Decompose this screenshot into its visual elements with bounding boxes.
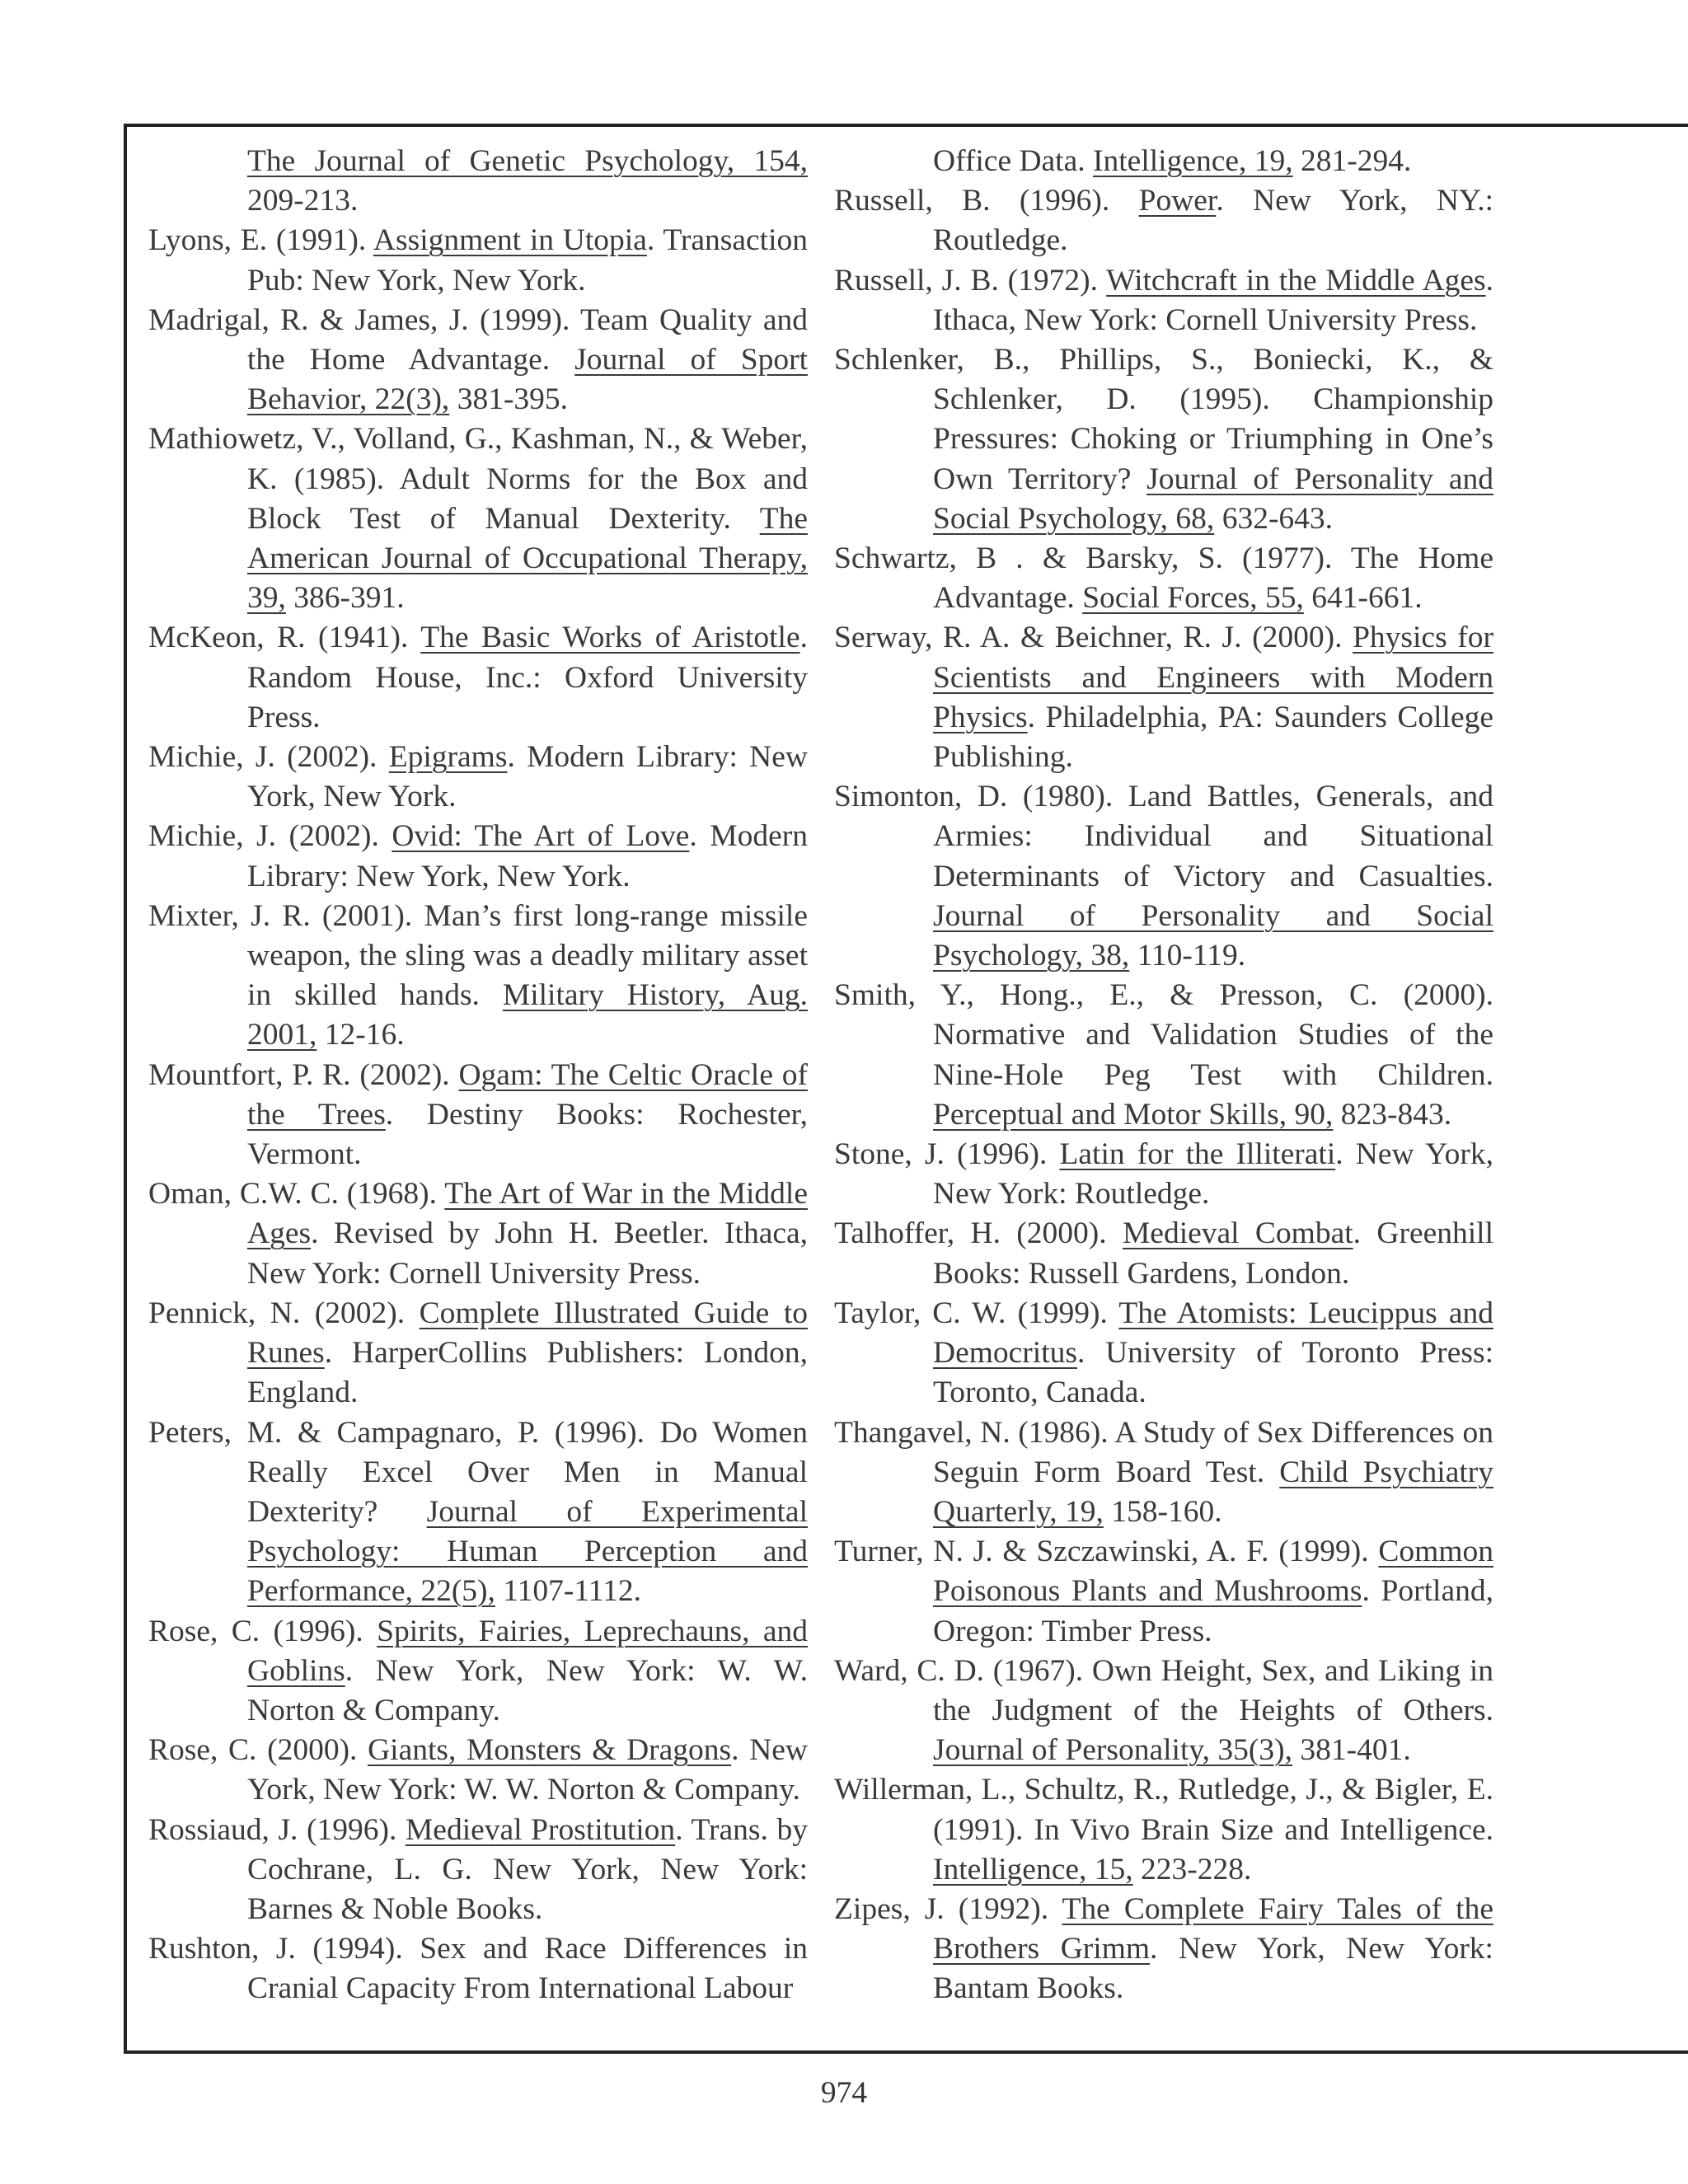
reference-entry-continued xyxy=(148,142,808,221)
reference-text: Mixter, J. R. (2001). Man’s first long-range missile weapon, the sling was a deadly military asset in skilled hands. xyxy=(148,898,808,1013)
reference-title: The Art of War in the Middle Ages xyxy=(247,1177,808,1251)
reference-text: 12-16. xyxy=(316,1018,405,1052)
reference-title: Military History, Aug. 2001, xyxy=(247,978,808,1052)
reference-text: Michie, J. (2002). xyxy=(148,819,392,854)
reference-entry xyxy=(834,1652,1493,1771)
reference-text: McKeon, R. (1941). xyxy=(148,621,421,655)
reference-entry xyxy=(148,1413,808,1612)
reference-entry xyxy=(148,1056,808,1175)
reference-entry xyxy=(834,1214,1493,1293)
reference-title: Social Forces, 55, xyxy=(1082,581,1304,616)
reference-title: Journal of Personality and Social Psychology, 38, xyxy=(933,898,1493,973)
reference-text: 632-643. xyxy=(1214,501,1334,536)
reference-entry xyxy=(834,1294,1493,1413)
reference-entry xyxy=(148,221,808,300)
reference-text: 381-401. xyxy=(1292,1733,1411,1768)
reference-text: Madrigal, R. & James, J. (1999). Team Quality and the Home Advantage. xyxy=(148,302,808,377)
reference-entry xyxy=(834,340,1493,539)
reference-title: The Complete Fairy Tales of the Brothers Grimm xyxy=(933,1891,1493,1966)
reference-text: Taylor, C. W. (1999). xyxy=(834,1296,1119,1330)
reference-entry xyxy=(834,1890,1493,2009)
reference-text: . New York, NY.: Routledge. xyxy=(933,184,1493,258)
reference-text: Oman, C.W. C. (1968). xyxy=(148,1177,445,1212)
reference-text: . HarperCollins Publishers: London, England. xyxy=(247,1336,808,1410)
reference-title: Epigrams xyxy=(388,740,508,775)
reference-text: Pennick, N. (2002). xyxy=(148,1296,420,1330)
reference-text: . Transaction Pub: New York, New York. xyxy=(247,223,809,298)
reference-title: The Journal of Genetic Psychology, 154, xyxy=(247,144,808,178)
reference-text: Serway, R. A. & Beichner, R. J. (2000). xyxy=(834,621,1353,655)
reference-entry xyxy=(834,181,1493,260)
reference-entry xyxy=(148,1294,808,1413)
reference-entry xyxy=(148,738,808,817)
reference-text: Talhoffer, H. (2000). xyxy=(834,1216,1123,1251)
reference-entry xyxy=(148,1929,808,2008)
reference-title: Power xyxy=(1138,184,1217,218)
reference-entry xyxy=(834,976,1493,1135)
reference-title: Witchcraft in the Middle Ages xyxy=(1106,263,1486,298)
reference-text: . New York, New York: W. W. Norton & Company. xyxy=(247,1653,808,1727)
reference-entry-continued xyxy=(834,142,1493,181)
reference-text: Peters, M. & Campagnaro, P. (1996). Do Women Really Excel Over Men in Manual Dexterity? xyxy=(148,1415,808,1529)
reference-title: Intelligence, 19, xyxy=(1093,144,1293,178)
reference-entry xyxy=(148,1174,808,1294)
reference-text: Russell, J. B. (1972). xyxy=(834,263,1107,298)
reference-entry xyxy=(834,1770,1493,1890)
reference-title: The American Journal of Occupational Therapy, 39, xyxy=(247,501,808,616)
reference-text: . Ithaca, New York: Cornell University Press. xyxy=(933,263,1493,337)
reference-text: . New York, New York: W. W. Norton & Company. xyxy=(247,1733,808,1807)
reference-text: Mountfort, P. R. (2002). xyxy=(148,1057,459,1092)
reference-entry xyxy=(148,817,808,896)
reference-text: 641-661. xyxy=(1303,581,1423,616)
reference-text: Thangavel, N. (1986). A Study of Sex Differences on Seguin Form Board Test. xyxy=(834,1415,1493,1489)
reference-text: Schwartz, B . & Barsky, S. (1977). The Home Advantage. xyxy=(834,541,1493,616)
reference-title: Intelligence, 15, xyxy=(933,1852,1133,1886)
reference-text: 223-228. xyxy=(1132,1852,1252,1886)
reference-title: Ovid: The Art of Love xyxy=(392,819,690,854)
reference-text: Rose, C. (2000). xyxy=(148,1733,368,1768)
reference-title: Latin for the Illiterati xyxy=(1059,1137,1336,1172)
reference-entry xyxy=(834,261,1493,340)
page-number: 974 xyxy=(820,2076,868,2110)
reference-entry xyxy=(834,539,1493,618)
reference-text: . Greenhill Books: Russell Gardens, London. xyxy=(933,1216,1493,1291)
reference-entry xyxy=(834,1532,1493,1652)
reference-title: Ogam: The Celtic Oracle of the Trees xyxy=(247,1057,808,1132)
reference-entry xyxy=(834,1135,1493,1214)
reference-text: . Trans. by Cochrane, L. G. New York, New York: Barnes & Noble Books. xyxy=(247,1812,808,1926)
reference-text: Stone, J. (1996). xyxy=(834,1137,1060,1172)
reference-title: Common Poisonous Plants and Mushrooms xyxy=(933,1535,1493,1609)
reference-text: Turner, N. J. & Szczawinski, A. F. (1999). xyxy=(834,1535,1379,1569)
reference-text: Mathiowetz, V., Volland, G., Kashman, N., & Weber, K. (1985). Adult Norms for the Box and Block Test of Manual Dexterity. xyxy=(148,422,808,536)
reference-title: Child Psychiatry Quarterly, 19, xyxy=(933,1455,1494,1529)
reference-text: . Modern Library: New York, New York. xyxy=(247,740,808,814)
reference-title: Journal of Experimental Psychology: Human Perception and Performance, 22(5), xyxy=(247,1494,808,1609)
reference-text: . New York, New York: Routledge. xyxy=(933,1137,1493,1212)
right-reference-column xyxy=(834,142,1493,2009)
reference-text: Ward, C. D. (1967). Own Height, Sex, and Liking in the Judgment of the Heights of Others. xyxy=(834,1653,1493,1727)
reference-text: 386-391. xyxy=(285,581,405,616)
reference-title: Giants, Monsters & Dragons xyxy=(368,1733,732,1768)
reference-title: Journal of Personality and Social Psychology, 68, xyxy=(933,462,1493,536)
reference-title: Journal of Personality, 35(3), xyxy=(933,1733,1293,1768)
reference-text: . Modern Library: New York, New York. xyxy=(247,819,808,893)
reference-entry xyxy=(834,777,1493,976)
reference-text: Schlenker, B., Phillips, S., Boniecki, K., & Schlenker, D. (1995). Championship Pressures: Choking or Triumphing in One’s Own Territory? xyxy=(834,343,1493,496)
reference-title: The Atomists: Leucippus and Democritus xyxy=(933,1296,1493,1371)
reference-entry xyxy=(834,618,1493,777)
reference-text: Smith, Y., Hong., E., & Presson, C. (2000). Normative and Validation Studies of the Nine-Hole Peg Test with Children. xyxy=(834,978,1493,1092)
reference-text: 158-160. xyxy=(1103,1494,1222,1529)
reference-text: Rose, C. (1996). xyxy=(148,1614,377,1648)
reference-entry xyxy=(148,419,808,618)
reference-title: The Basic Works of Aristotle xyxy=(420,621,800,655)
reference-title: Perceptual and Motor Skills, 90, xyxy=(933,1097,1334,1132)
reference-title: Journal of Sport Behavior, 22(3), xyxy=(247,343,808,417)
reference-title: Complete Illustrated Guide to Runes xyxy=(247,1296,808,1371)
reference-text: 1107-1112. xyxy=(495,1574,641,1609)
reference-text: 209-213. xyxy=(247,184,359,218)
reference-text: . Philadelphia, PA: Saunders College Publishing. xyxy=(933,700,1493,775)
reference-text: . Revised by John H. Beetler. Ithaca, New York: Cornell University Press. xyxy=(247,1216,808,1291)
reference-entry xyxy=(148,1731,808,1810)
reference-text: Lyons, E. (1991). xyxy=(148,223,373,258)
reference-text: . University of Toronto Press: Toronto, Canada. xyxy=(933,1336,1493,1410)
reference-title: Medieval Combat xyxy=(1122,1216,1353,1251)
reference-title: Physics for Scientists and Engineers with Modern Physics xyxy=(933,621,1493,734)
reference-text: . New York, New York: Bantam Books. xyxy=(933,1932,1493,2006)
reference-text: Willerman, L., Schultz, R., Rutledge, J., & Bigler, E. (1991). In Vivo Brain Size and Intelligence. xyxy=(834,1773,1493,1847)
reference-text: Simonton, D. (1980). Land Battles, Generals, and Armies: Individual and Situational Determinants of Victory and Casualties. xyxy=(834,780,1493,893)
reference-title: Assignment in Utopia xyxy=(373,223,647,258)
reference-entry xyxy=(148,897,808,1056)
reference-text: Russell, B. (1996). xyxy=(834,184,1139,218)
reference-text: Rushton, J. (1994). Sex and Race Differences in Cranial Capacity From International Labour xyxy=(148,1932,808,2006)
left-reference-column xyxy=(148,142,808,2009)
reference-entry xyxy=(834,1413,1493,1533)
reference-text: 281-294. xyxy=(1292,144,1412,178)
reference-text: Rossiaud, J. (1996). xyxy=(148,1812,406,1847)
reference-text: . Destiny Books: Rochester, Vermont. xyxy=(247,1097,809,1172)
reference-entry xyxy=(148,301,808,420)
reference-text: Zipes, J. (1992). xyxy=(834,1891,1062,1926)
reference-text: . Portland, Oregon: Timber Press. xyxy=(933,1574,1493,1648)
reference-text: 381-395. xyxy=(449,382,569,417)
reference-title: Medieval Prostitution xyxy=(405,1812,676,1847)
reference-text: 110-119. xyxy=(1129,939,1246,973)
reference-text: Michie, J. (2002). xyxy=(148,740,389,775)
reference-title: Spirits, Fairies, Leprechauns, and Goblins xyxy=(247,1614,808,1688)
reference-text: . Random House, Inc.: Oxford University Press. xyxy=(247,621,808,734)
reference-text: 823-843. xyxy=(1333,1097,1452,1132)
reference-entry xyxy=(148,618,808,738)
reference-entry xyxy=(148,1811,808,1930)
reference-entry xyxy=(148,1612,808,1732)
reference-text: Office Data. xyxy=(933,144,1094,178)
